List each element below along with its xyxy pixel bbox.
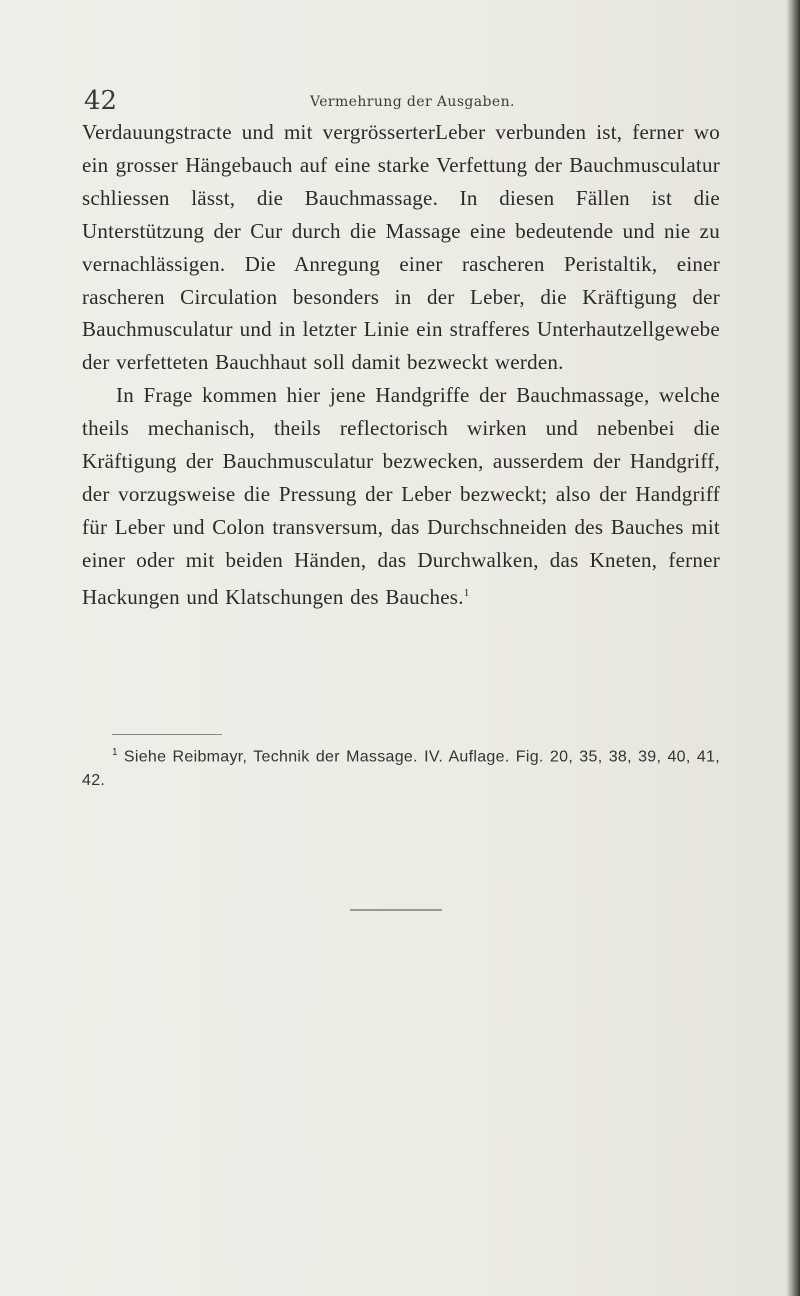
page-edge-shadow (786, 0, 800, 1296)
footnote-rule (112, 734, 222, 735)
footnote-marker: 1 (112, 747, 118, 758)
paragraph-2 (82, 379, 720, 613)
footnote-reference: 1 (463, 586, 470, 599)
paragraph-2-text: In Frage kommen hier jene Handgriffe der Bauchmassage, welche theils mechanisch, theils reflectorisch wirken und nebenbei die Kräftigung der Bauchmusculatur bezwecken, ausserdem der Handgriff, der vorzugsweise die Pressung der Leber bezweckt; also der Handgriff für Leber und Colon transversum, das Durchschneiden des Bauches mit einer oder mit beiden Händen, das Durchwalken, das Kneten, ferner Hackungen und Klatschungen des Bauches. (82, 383, 720, 609)
body-text (82, 116, 720, 614)
end-rule (350, 909, 442, 911)
page-number: 42 (84, 86, 118, 116)
footnote-text: Siehe Reibmayr, Technik der Massage. IV. Auflage. Fig. 20, 35, 38, 39, 40, 41, 42. (82, 748, 720, 790)
paragraph-1-text: Verdauungstracte und mit vergrösserterLeber verbunden ist, ferner wo ein grosser Hängebauch auf eine starke Verfettung der Bauchmusculatur schliessen lässt, die Bauchmassage. In diesen Fällen ist die Unterstützung der Cur durch die Massage eine bedeutende und nie zu vernachlässigen. Die Anregung einer rascheren Peristaltik, einer rascheren Circulation besonders in der Leber, die Kräftigung der Bauchmusculatur und in letzter Linie ein strafferes Unterhautzellgewebe der verfetteten Bauchhaut soll damit bezweckt werden. (82, 120, 720, 375)
paragraph-1 (82, 116, 720, 379)
footnote (82, 741, 720, 793)
running-head: Vermehrung der Ausgaben. (310, 94, 515, 110)
